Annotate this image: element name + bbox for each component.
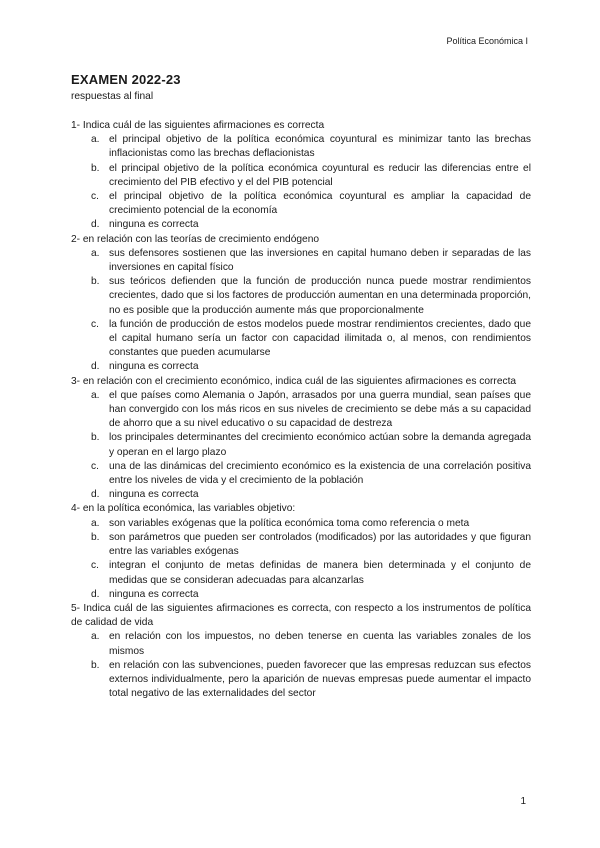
answer-option [71, 630, 531, 658]
option-letter: c. [91, 318, 99, 330]
answer-option [71, 588, 531, 602]
answer-option [71, 659, 531, 702]
option-text: son parámetros que pueden ser controlados (modificados) por las autoridades y que figuran entre las variables exógenas [109, 531, 531, 558]
option-text: ninguna es correcta [109, 489, 199, 501]
answer-option [71, 190, 531, 218]
option-letter: d. [91, 489, 100, 501]
options-list [71, 630, 531, 701]
option-letter: c. [91, 560, 99, 572]
option-letter: b. [91, 432, 100, 444]
option-text: el principal objetivo de la política económica coyuntural es minimizar tanto las brechas inflacionistas como las brechas deflacionistas [109, 134, 531, 160]
option-text: el principal objetivo de la política económica coyuntural es reducir las diferencias entre el crecimiento del PIB efectivo y el del PIB potencial [109, 162, 531, 188]
option-letter: a. [91, 631, 100, 643]
answer-option [71, 360, 531, 374]
questions-list [71, 119, 531, 701]
option-text: ninguna es correcta [109, 588, 199, 600]
answer-option [71, 517, 531, 531]
option-text: sus defensores sostienen que las inversiones en capital humano deben ir separadas de las inversiones en capital físico [109, 247, 531, 274]
question-block [71, 233, 531, 375]
exam-subtitle: respuestas al final [71, 91, 154, 102]
option-letter: c. [91, 460, 99, 472]
answer-option [71, 488, 531, 502]
answer-option [71, 247, 531, 275]
option-text: sus teóricos defienden que la función de producción nunca puede mostrar rendimientos crecientes, dado que si los factores de producción aumentan en una determinada proporción, no es posible que la producción aumente más que proporcionalmente [109, 276, 531, 316]
option-text: ninguna es correcta [109, 219, 199, 231]
options-list [71, 517, 531, 602]
option-letter: c. [91, 191, 99, 203]
option-text: son variables exógenas que la política económica toma como referencia o meta [109, 517, 470, 529]
option-letter: b. [91, 276, 100, 288]
option-letter: b. [91, 162, 100, 174]
question-block [71, 375, 531, 503]
question-block [71, 602, 531, 701]
answer-option [71, 275, 531, 318]
option-letter: d. [91, 219, 100, 231]
exam-title: EXAMEN 2022-23 [71, 72, 181, 87]
options-list [71, 247, 531, 375]
option-text: ninguna es correcta [109, 361, 199, 373]
question-text: 2- en relación con las teorías de crecimiento endógeno [71, 233, 320, 245]
answer-option [71, 318, 531, 361]
option-letter: d. [91, 588, 100, 600]
answer-option [71, 218, 531, 232]
option-text: en relación con las subvenciones, pueden favorecer que las empresas reduzcan sus efectos externos individualmente, pero la aparición de nuevas empresas puede aumentar el impacto total negativo de las externalidades del sector [109, 659, 531, 700]
option-text: una de las dinámicas del crecimiento económico es la existencia de una correlación positiva entre los niveles de vida y el crecimiento de la población [109, 460, 531, 487]
option-text: el que países como Alemania o Japón, arrasados por una guerra mundial, sean países que han convergido con los más ricos en sus niveles de crecimiento se debe más a su capacidad de ahorro que a su nivel educativo o su capacidad de destreza [109, 389, 531, 430]
answer-option [71, 431, 531, 459]
option-letter: b. [91, 531, 100, 543]
question-block [71, 502, 531, 601]
option-letter: a. [91, 134, 100, 146]
question-text: 4- en la política económica, las variables objetivo: [71, 503, 296, 515]
option-letter: d. [91, 361, 100, 373]
option-text: la función de producción de estos modelos puede mostrar rendimientos crecientes, dado que el capital humano sería un factor con capacidad ilimitada o, al menos, con rendimientos constantes que pueden acumularse [109, 318, 531, 359]
question-text: 1- Indica cuál de las siguientes afirmaciones es correcta [71, 120, 325, 131]
question-text: 5- Indica cuál de las siguientes afirmaciones es correcta, con respecto a los instrumentos de política de calidad de vida [71, 602, 531, 629]
answer-option [71, 460, 531, 488]
question-block [71, 119, 531, 233]
answer-option [71, 133, 531, 161]
options-list [71, 389, 531, 503]
answer-option [71, 531, 531, 559]
answer-option [71, 389, 531, 432]
option-letter: b. [91, 659, 100, 671]
option-text: los principales determinantes del crecimiento económico actúan sobre la demanda agregada y operan en el largo plazo [109, 432, 531, 458]
option-letter: a. [91, 517, 100, 529]
page-number: 1 [520, 796, 526, 807]
option-text: integran el conjunto de metas definidas de manera bien determinada y el conjunto de medidas que se consideran adecuadas para alcanzarlas [109, 560, 531, 586]
page-header: Política Económica I [446, 36, 528, 46]
answer-option [71, 559, 531, 587]
question-text: 3- en relación con el crecimiento económico, indica cuál de las siguientes afirmaciones es correcta [71, 375, 517, 387]
answer-option [71, 162, 531, 190]
option-text: el principal objetivo de la política económica coyuntural es ampliar la capacidad de crecimiento potencial de la economía [109, 191, 531, 217]
option-text: en relación con los impuestos, no deben tenerse en cuenta las variables zonales de los mismos [109, 631, 531, 657]
option-letter: a. [91, 247, 100, 259]
options-list [71, 133, 531, 232]
option-letter: a. [91, 389, 100, 401]
